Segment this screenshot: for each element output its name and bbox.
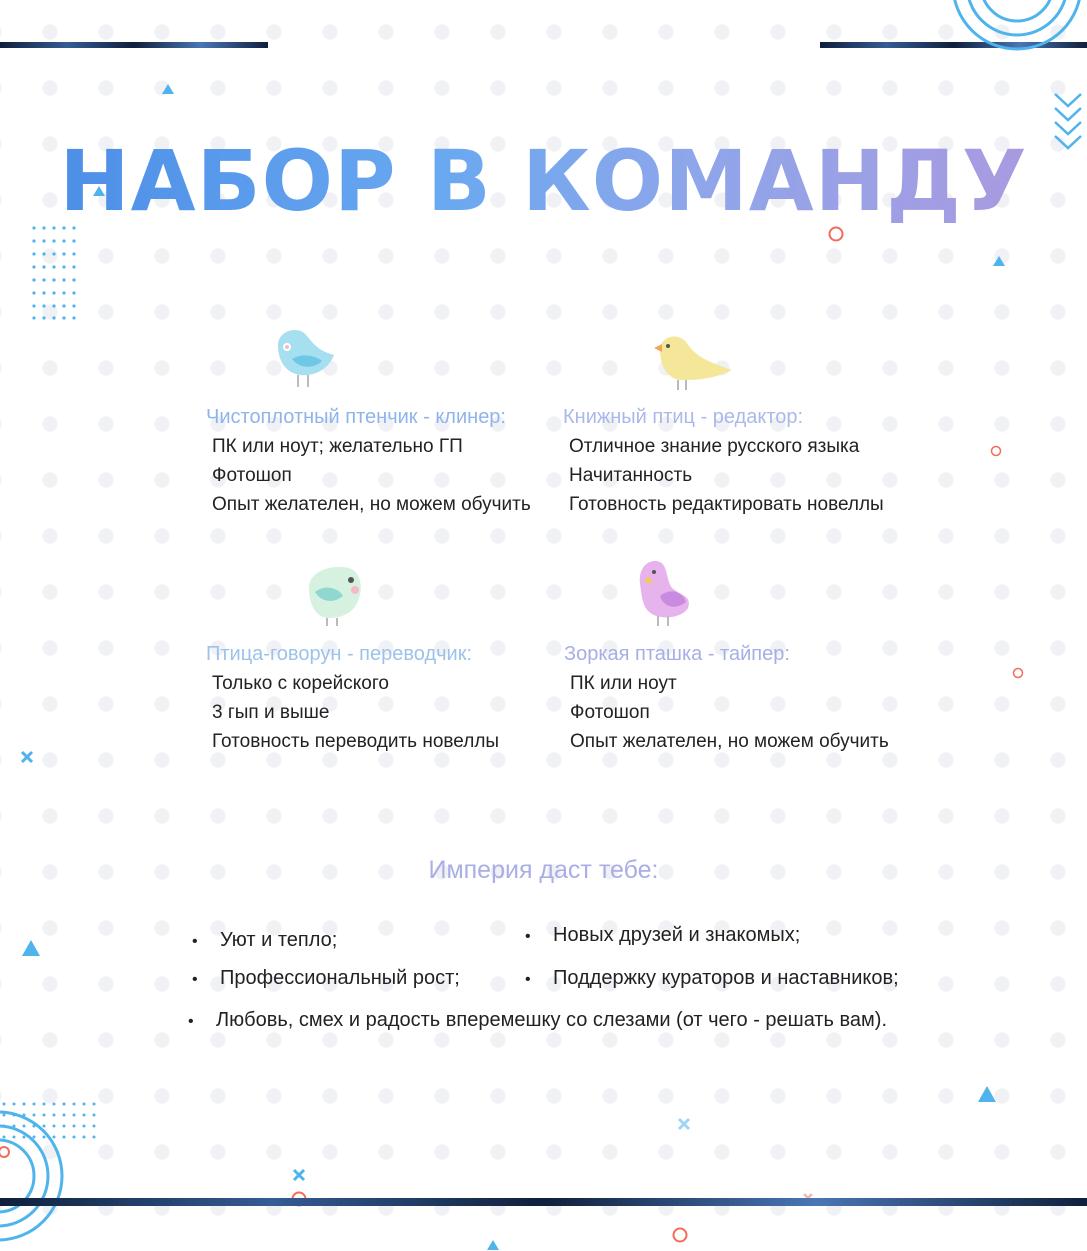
role-title-editor: Книжный птиц - редактор: [563, 406, 804, 428]
role-requirements-editor [569, 432, 884, 519]
ring-icon [990, 445, 1002, 457]
benefit-text: Профессиональный рост; [220, 967, 460, 989]
benefits-title: Империя даст тебе: [428, 856, 659, 884]
purple-bird-icon [632, 556, 696, 630]
list-item: Начитанность [569, 465, 693, 486]
page-title: НАБОР В КОМАНДУ [59, 132, 1028, 230]
triangle-icon [993, 256, 1005, 266]
role-requirements-translator [212, 669, 499, 756]
bullet-icon: • [525, 971, 531, 988]
bullet-icon: • [188, 1013, 194, 1030]
benefit-item [188, 1009, 887, 1032]
top-left-band [0, 42, 268, 48]
benefit-item [192, 967, 460, 990]
list-item: Готовность редактировать новеллы [569, 494, 884, 515]
benefit-text: Новых друзей и знакомых; [553, 924, 801, 946]
ring-icon [671, 1226, 689, 1244]
list-item: Опыт желателен, но можем обучить [212, 494, 531, 515]
benefit-item [525, 967, 899, 990]
dot-grid-icon [30, 224, 80, 324]
role-title-typesetter: Зоркая пташка - тайпер: [564, 643, 790, 665]
bullet-icon: • [525, 928, 531, 945]
list-item: Опыт желателен, но можем обучить [570, 731, 889, 752]
bullet-icon: • [192, 971, 198, 988]
list-item: Только с корейского [212, 673, 389, 694]
cross-icon [677, 1117, 691, 1131]
list-item: Отличное знание русского языка [569, 436, 860, 457]
triangle-icon [978, 1086, 996, 1102]
list-item: ПК или ноут [570, 673, 677, 694]
list-item: 3 гып и выше [212, 702, 330, 723]
ring-icon [1012, 667, 1024, 679]
role-requirements-typesetter [570, 669, 889, 756]
list-item: ПК или ноут; желательно ГП [212, 436, 463, 457]
bottom-band [0, 1198, 1087, 1206]
role-title-translator: Птица-говорун - переводчик: [206, 643, 473, 665]
green-bird-icon [303, 562, 365, 628]
list-item: Готовность переводить новеллы [212, 731, 500, 752]
triangle-icon [487, 1240, 499, 1250]
benefit-text: Поддержку кураторов и наставников; [553, 967, 899, 989]
list-item: Фотошоп [570, 702, 650, 723]
benefit-text: Уют и тепло; [220, 929, 338, 951]
benefit-item [525, 924, 800, 947]
dot-grid-icon [0, 1100, 100, 1150]
role-requirements-cleaner [212, 432, 531, 519]
triangle-icon [162, 84, 174, 94]
list-item: Фотошоп [212, 465, 292, 486]
concentric-circles-icon [945, 0, 1087, 60]
role-title-cleaner: Чистоплотный птенчик - клинер: [206, 406, 506, 428]
yellow-bird-icon [652, 330, 736, 392]
cross-icon [20, 750, 34, 764]
cross-icon [292, 1168, 306, 1182]
benefit-item [192, 929, 337, 952]
benefit-text: Любовь, смех и радость вперемешку со слезами (от чего - решать вам). [216, 1009, 888, 1031]
blue-bird-icon [270, 325, 342, 393]
triangle-icon [22, 940, 40, 956]
bullet-icon: • [192, 933, 198, 950]
